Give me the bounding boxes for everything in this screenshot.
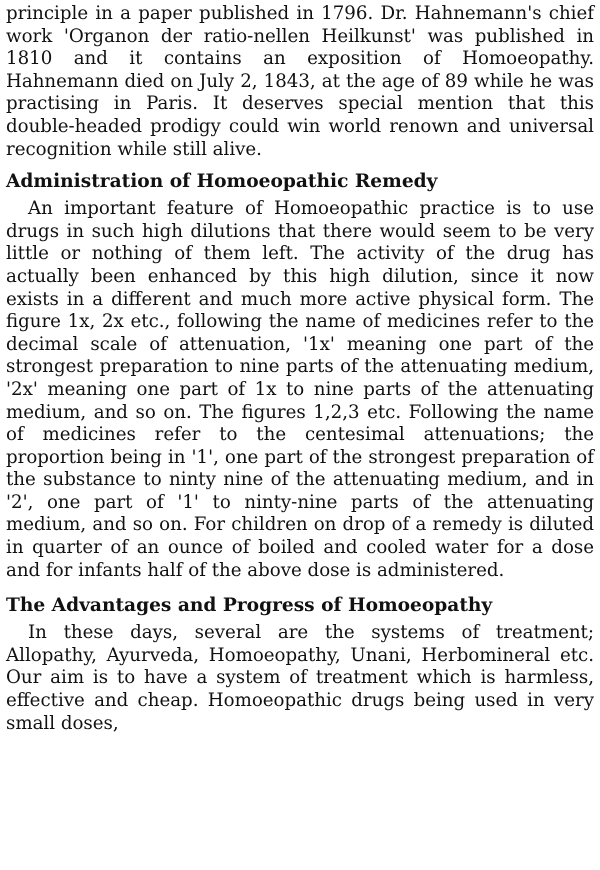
section-body-advantages: In these days, several are the systems of treatment; Allopathy, Ayurveda, Homoeopathy, Unani, Herbomineral etc. Our aim is to have a system of treatment which is harmless, effective and cheap. Homoeopathic drugs being used in very small doses, <box>6 622 594 734</box>
document-page <box>6 3 594 867</box>
section-heading-administration: Administration of Homoeopathic Remedy <box>6 171 438 193</box>
opening-paragraph: principle in a paper published in 1796. Dr. Hahnemann's chief work 'Organon der ratio-nellen Heilkunst' was published in 1810 and it contains an exposition of Homoeopathy. Hahnemann died on July 2, 1843, at the age of 89 while he was practising in Paris. It deserves special mention that this double-headed prodigy could win world renown and universal recognition while still alive. <box>6 3 594 160</box>
section-body-administration: An important feature of Homoeopathic practice is to use drugs in such high dilutions that there would seem to be very little or nothing of them left. The activity of the drug has actually been enhanced by this high dilution, since it now exists in a different and much more active physical form. The figure 1x, 2x etc., following the name of medicines refer to the decimal scale of attenuation, '1x' meaning one part of the strongest preparation to nine parts of the attenuating medium, '2x' meaning one part of 1x to nine parts of the attenuating medium, and so on. The figures 1,2,3 etc. Following the name of medicines refer to the centesimal attenuations; the proportion being in '1', one part of the strongest preparation of the substance to ninty nine of the attenuating medium, and in '2', one part of '1' to ninty-nine parts of the attenuating medium, and so on. For children on drop of a remedy is diluted in quarter of an ounce of boiled and cooled water for a dose and for infants half of the above dose is administered. <box>6 198 594 581</box>
section-heading-advantages: The Advantages and Progress of Homoeopathy <box>6 595 493 617</box>
